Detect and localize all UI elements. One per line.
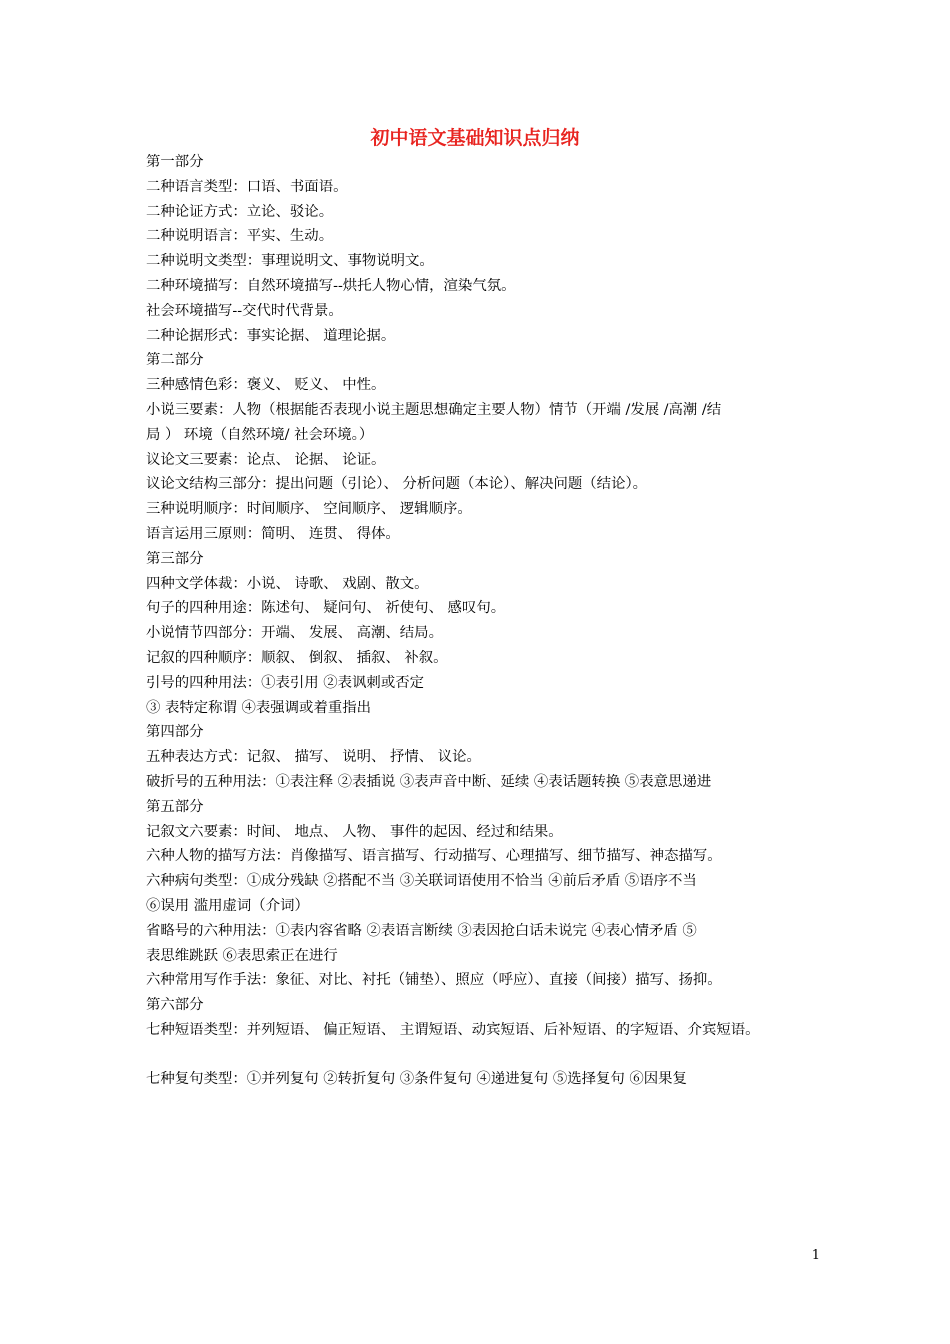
text-line: 句子的四种用途：陈述句、 疑问句、 祈使句、 感叹句。 bbox=[146, 600, 506, 617]
text-line: 省略号的六种用法：①表内容省略 ②表语言断续 ③表因抢白话未说完 ④表心情矛盾 ⑤ bbox=[146, 922, 697, 939]
text-line: ③ 表特定称谓 ④表强调或着重指出 bbox=[146, 699, 372, 716]
text-line: 二种说明文类型：事理说明文、事物说明文。 bbox=[146, 253, 434, 270]
text-line: 七种短语类型：并列短语、 偏正短语、 主谓短语、动宾短语、后补短语、的字短语、介宾短语。 bbox=[146, 1021, 760, 1038]
text-line: 议论文结构三部分：提出问题（引论）、 分析问题（本论）、解决问题（结论）。 bbox=[146, 476, 648, 493]
text-line: 二种论证方式：立论、驳论。 bbox=[146, 203, 334, 220]
text-line: 议论文三要素：论点、 论据、 论证。 bbox=[146, 451, 386, 468]
text-line: 七种复句类型：①并列复句 ②转折复句 ③条件复句 ④递进复句 ⑤选择复句 ⑥因果复 bbox=[146, 1071, 687, 1088]
text-line: 六种病句类型：①成分残缺 ②搭配不当 ③关联词语使用不恰当 ④前后矛盾 ⑤语序不当 bbox=[146, 873, 697, 890]
text-line: 二种语言类型：口语、书面语。 bbox=[146, 178, 348, 195]
text-line: 三种说明顺序：时间顺序、 空间顺序、 逻辑顺序。 bbox=[146, 501, 472, 518]
text-line: 六种人物的描写方法：肖像描写、语言描写、行动描写、心理描写、细节描写、神态描写。 bbox=[146, 848, 722, 865]
text-line: 二种环境描写：自然环境描写--烘托人物心情，渲染气氛。 bbox=[146, 277, 516, 294]
text-line: 记叙的四种顺序：顺叙、 倒叙、 插叙、 补叙。 bbox=[146, 649, 448, 666]
text-line: 小说三要素：人物（根据能否表现小说主题思想确定主要人物）情节（开端 /发展 /高潮 /结 bbox=[146, 401, 722, 418]
text-line: 四种文学体裁：小说、 诗歌、 戏剧、散文。 bbox=[146, 575, 429, 592]
text-line: 二种论据形式：事实论据、 道理论据。 bbox=[146, 327, 396, 344]
section-heading: 第一部分 bbox=[146, 154, 204, 170]
text-line: 局 ） 环境（自然环境/ 社会环境。） bbox=[146, 426, 374, 443]
section-heading: 第三部分 bbox=[146, 550, 204, 567]
text-line: 引号的四种用法：①表引用 ②表讽刺或否定 bbox=[146, 674, 424, 691]
text-line: 小说情节四部分：开端、 发展、 高潮、结局。 bbox=[146, 625, 443, 642]
text-line: 五种表达方式：记叙、 描写、 说明、 抒情、 议论。 bbox=[146, 749, 481, 766]
text-line: 语言运用三原则：简明、 连贯、 得体。 bbox=[146, 525, 400, 542]
text-line: 社会环境描写--交代时代背景。 bbox=[146, 302, 343, 319]
text-line: 三种感情色彩：褒义、 贬义、 中性。 bbox=[146, 377, 386, 394]
text-line: 表思维跳跃 ⑥表思索正在进行 bbox=[146, 947, 338, 964]
text-line: 破折号的五种用法：①表注释 ②表插说 ③表声音中断、延续 ④表话题转换 ⑤表意思递进 bbox=[146, 773, 712, 790]
page-number: 1 bbox=[811, 1248, 820, 1263]
document-body bbox=[146, 150, 826, 1092]
text-line: 六种常用写作手法：象征、对比、衬托（铺垫）、照应（呼应）、直接（间接）描写、扬抑。 bbox=[146, 972, 722, 989]
blank-line bbox=[146, 1043, 826, 1068]
text-line: 记叙文六要素：时间、 地点、 人物、 事件的起因、经过和结果。 bbox=[146, 823, 563, 840]
section-heading: 第四部分 bbox=[146, 724, 204, 741]
section-heading: 第六部分 bbox=[146, 997, 204, 1014]
section-heading: 第五部分 bbox=[146, 798, 204, 815]
text-line: ⑥误用 滥用虚词（介词） bbox=[146, 897, 309, 914]
text-line: 二种说明语言：平实、生动。 bbox=[146, 228, 334, 245]
page-title: 初中语文基础知识点归纳 bbox=[370, 127, 580, 149]
section-heading: 第二部分 bbox=[146, 352, 204, 369]
